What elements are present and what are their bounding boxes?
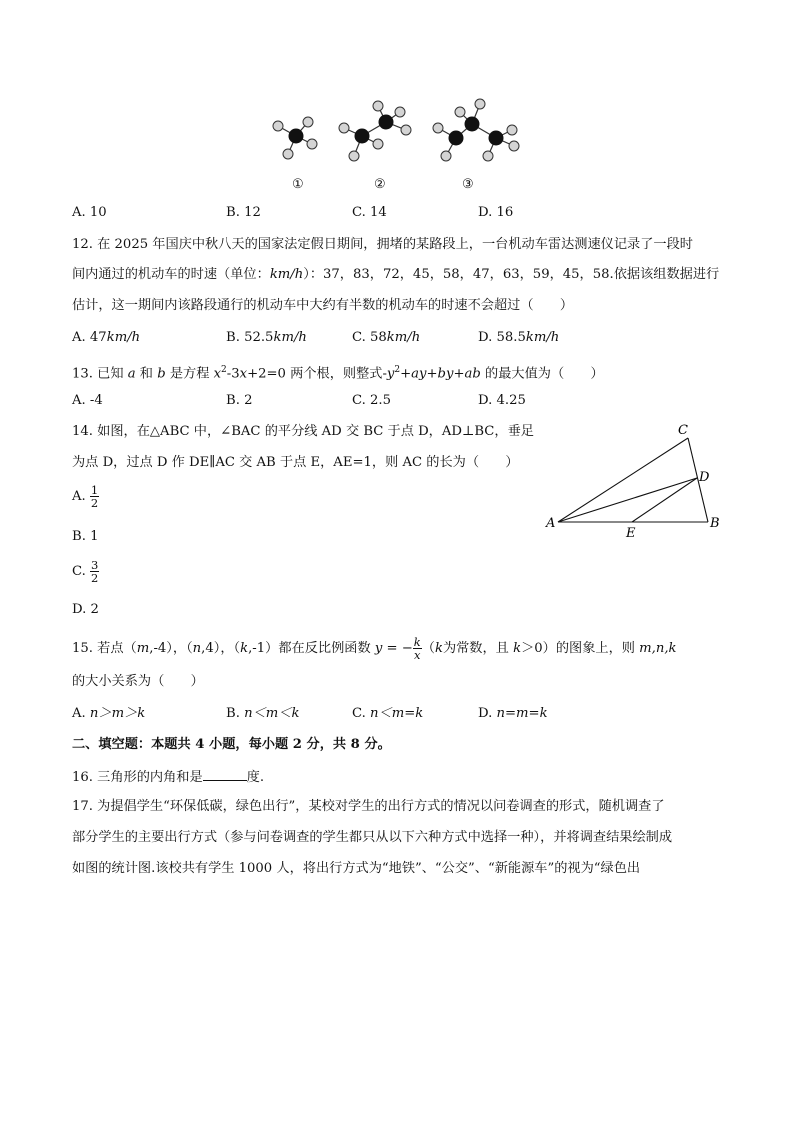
- molecule-label-2: ②: [374, 177, 386, 192]
- q15-line2: 的大小关系为（ ）: [72, 674, 204, 689]
- fraction-half: $\frac{1}{2}$: [90, 483, 99, 510]
- q13-option-b: B. 2: [226, 393, 253, 408]
- q12-line2: 间内通过的机动车的时速（单位：km/h）：37，83，72，45，58，47，63，59，45，58.依据该组数据进行: [72, 267, 720, 282]
- q13-option-d: D. 4.25: [478, 393, 526, 408]
- molecule-figure: [260, 92, 530, 174]
- q14-option-d: D. 2: [72, 602, 99, 617]
- q15-option-a: A. n＞m＞k: [72, 706, 146, 721]
- label-c: C: [678, 423, 688, 438]
- q14-option-a: A. $\frac{1}{2}$: [72, 483, 99, 510]
- q12-line1: 12. 在 2025 年国庆中秋八天的国家法定假日期间，拥堵的某路段上，一台机动车雷达测速仪记录了一段时: [72, 237, 693, 252]
- q14-option-c: C. $\frac{3}{2}$: [72, 558, 99, 585]
- q14-line2: 为点 D，过点 D 作 DE∥AC 交 AB 于点 E，AE=1，则 AC 的长为（ ）: [72, 455, 519, 470]
- answer-blank: [203, 766, 247, 781]
- molecule-label-3: ③: [462, 177, 474, 192]
- q12-line3: 估计，这一期间内该路段通行的机动车中大约有半数的机动车的时速不会超过（ ）: [72, 298, 574, 313]
- q11-option-a: A. 10: [72, 205, 107, 220]
- label-a: A: [546, 516, 556, 531]
- label-e: E: [626, 526, 636, 541]
- q15-line1: 15. 若点（m,-4），（n,4），（k,-1）都在反比例函数 y = − $\frac{k}{x}$ （k为常数，且 k＞0）的图象上，则 m,n,k: [72, 635, 677, 662]
- label-b: B: [710, 516, 720, 531]
- fraction-k-over-x: $\frac{k}{x}$: [413, 635, 421, 662]
- q15-option-c: C. n＜m=k: [352, 706, 424, 721]
- q12-option-a: A. 47km/h: [72, 330, 141, 345]
- label-d: D: [699, 470, 710, 485]
- q12-option-b: B. 52.5km/h: [226, 330, 307, 345]
- q13-option-c: C. 2.5: [352, 393, 391, 408]
- triangle-figure: [540, 418, 730, 542]
- q13-option-a: A. -4: [72, 393, 103, 408]
- section-title-fill-in: 二、填空题：本题共 4 小题，每小题 2 分，共 8 分。: [72, 737, 391, 752]
- q17-line1: 17. 为提倡学生“环保低碳，绿色出行”，某校对学生的出行方式的情况以问卷调查的形式，随机调查了: [72, 799, 665, 814]
- q15-option-b: B. n＜m＜k: [226, 706, 300, 721]
- q11-option-d: D. 16: [478, 205, 514, 220]
- q11-option-c: C. 14: [352, 205, 387, 220]
- q15-option-d: D. n=m=k: [478, 706, 548, 721]
- q17-line2: 部分学生的主要出行方式（参与问卷调查的学生都只从以下六种方式中选择一种），并将调查结果绘制成: [72, 830, 673, 845]
- q12-option-c: C. 58km/h: [352, 330, 421, 345]
- fraction-three-halves: $\frac{3}{2}$: [91, 558, 99, 585]
- q13-stem: 13. 已知 a 和 b 是方程 $x^2-3x+2=0$ 两个根，则整式$-y^2+ay+by+ab$ 的最大值为（ ）: [72, 365, 604, 382]
- q11-option-b: B. 12: [226, 205, 261, 220]
- q17-line3: 如图的统计图.该校共有学生 1000 人，将出行方式为“地铁”、“公交”、“新能源车”的视为“绿色出: [72, 861, 641, 876]
- q16-stem: 16. 三角形的内角和是 度.: [72, 766, 264, 788]
- q14-line1: 14. 如图，在△ABC 中，∠BAC 的平分线 AD 交 BC 于点 D，AD⊥BC，垂足: [72, 424, 534, 439]
- molecule-label-1: ①: [292, 177, 304, 192]
- q12-option-d: D. 58.5km/h: [478, 330, 560, 345]
- q14-option-b: B. 1: [72, 529, 99, 544]
